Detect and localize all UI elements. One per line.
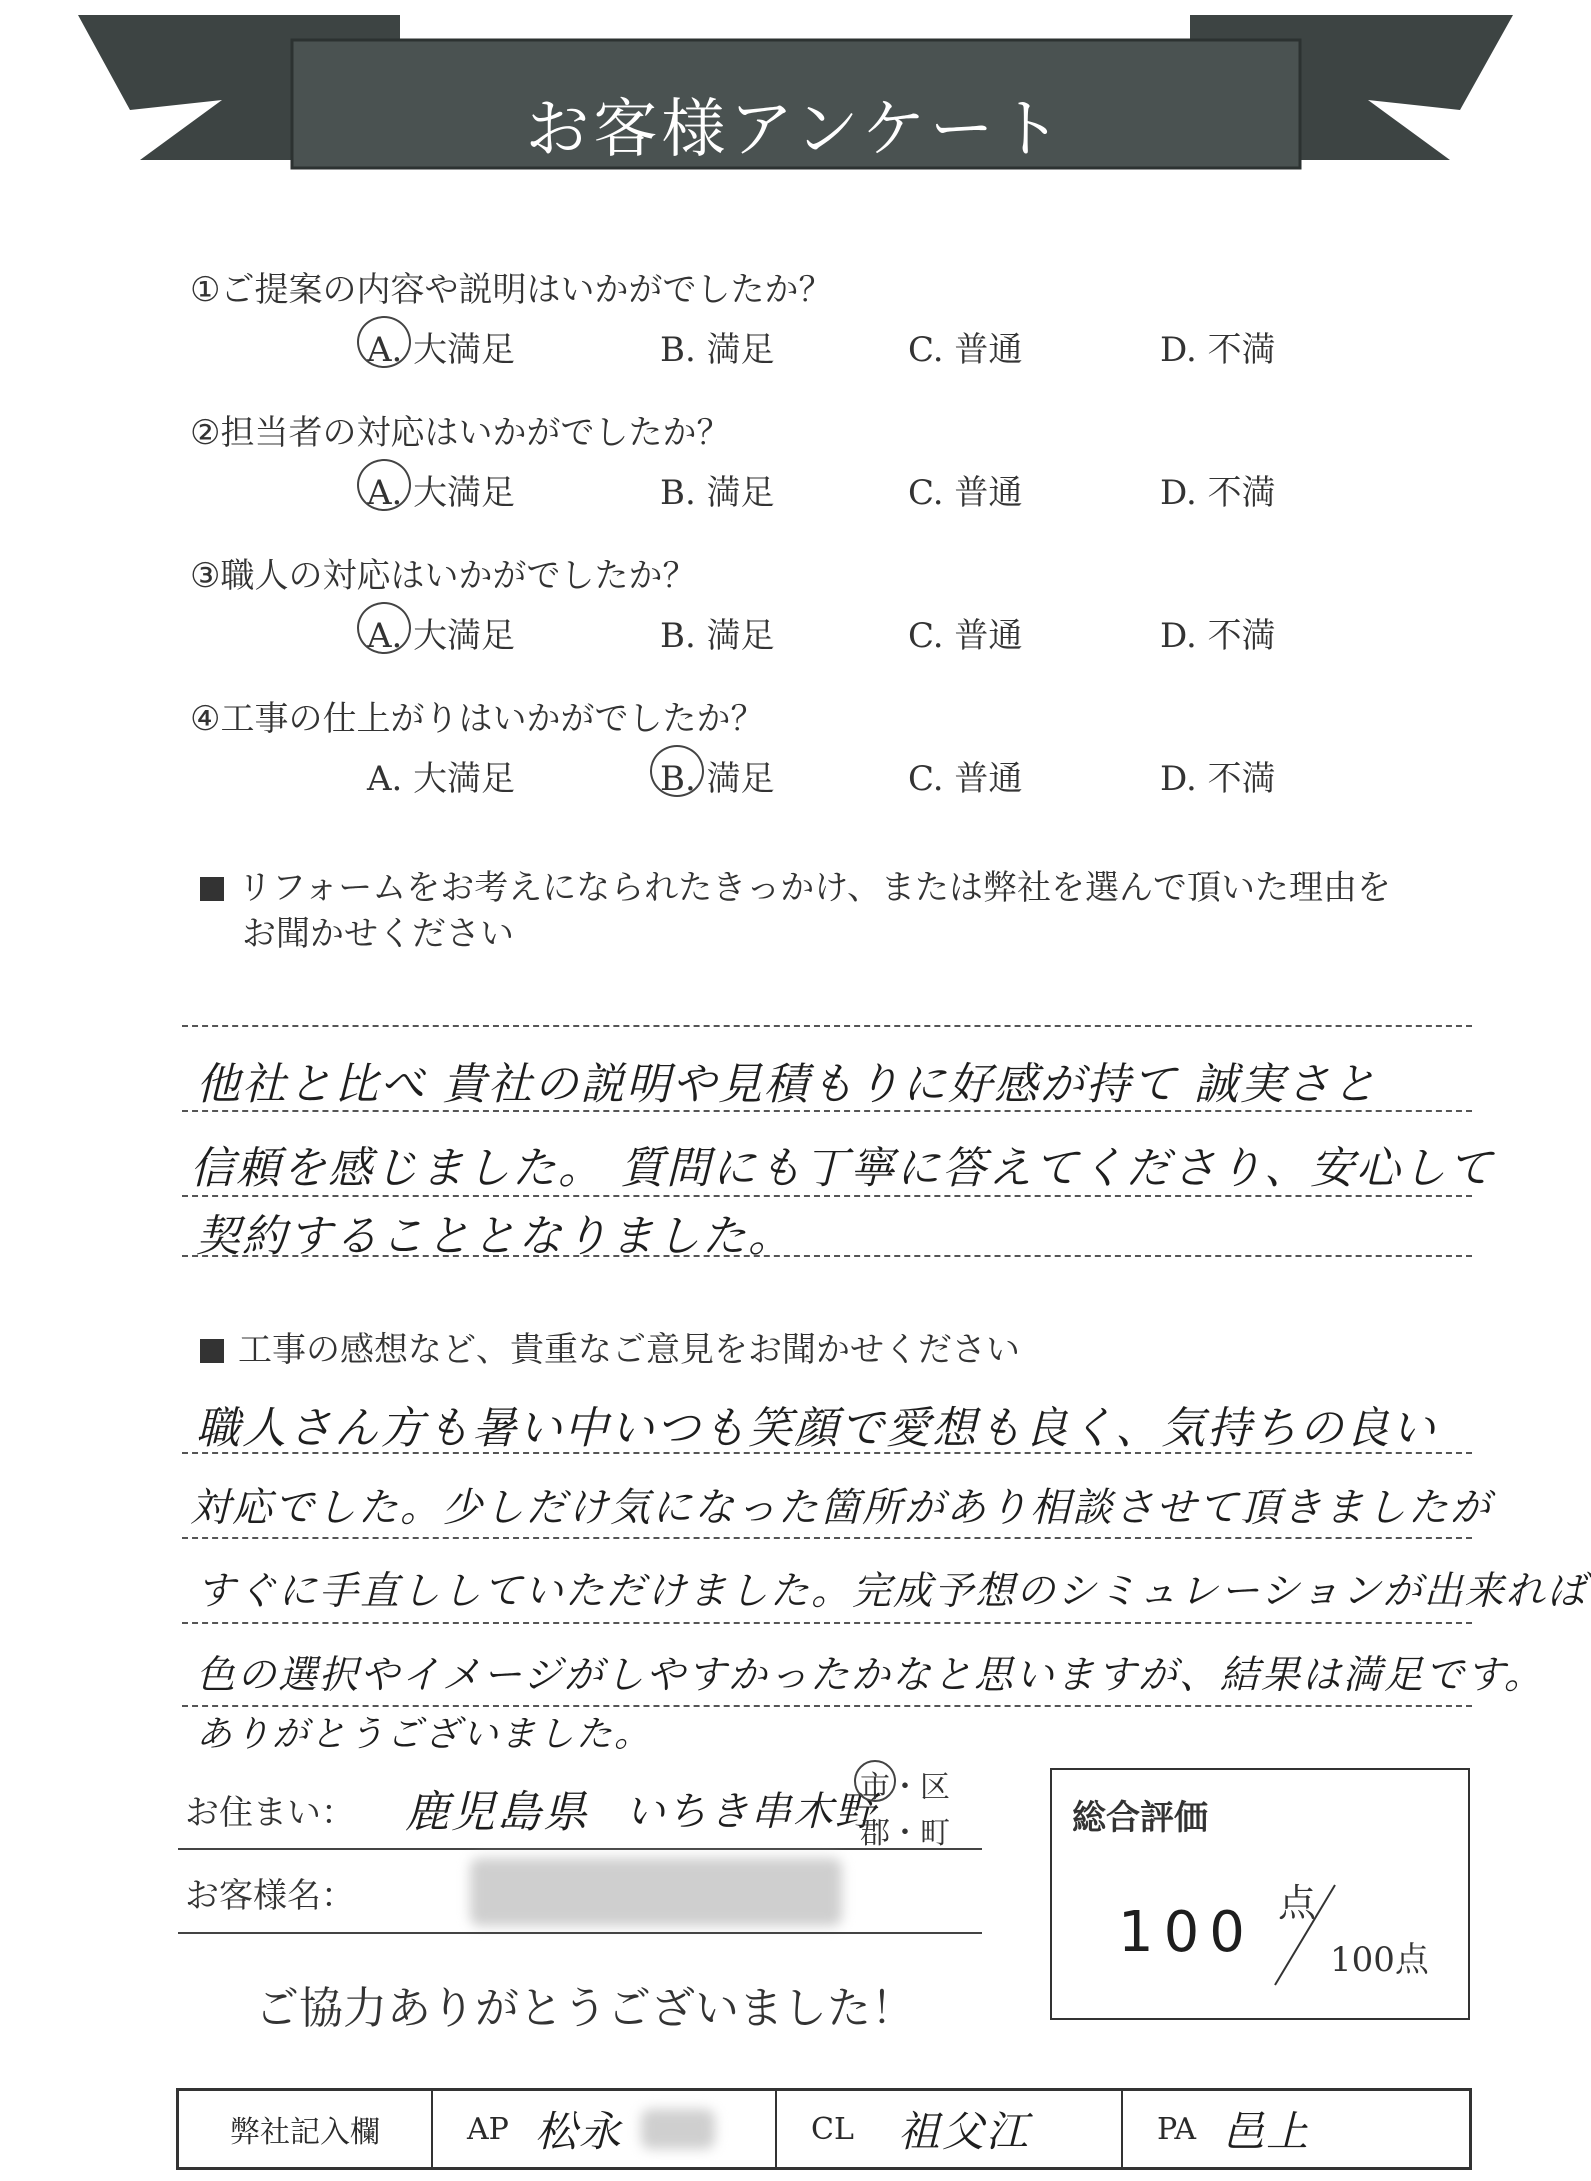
office-label: 弊社記入欄 <box>230 2115 380 2150</box>
answer-option[interactable]: A. 大満足 <box>367 616 516 656</box>
answer-option[interactable]: A. 大満足 <box>367 759 516 799</box>
customer-label: お客様名： <box>185 1876 355 1916</box>
page-title: お客様アンケート <box>525 93 1066 167</box>
question-label: ②担当者の対応はいかがでしたか？ <box>190 413 731 453</box>
office-cl-value: 祖父江 <box>897 2107 1030 2156</box>
selected-circle-icon <box>357 459 411 511</box>
impression-answer-line: すぐに手直ししていただけました。完成予想のシミュレーションが出来れば <box>196 1569 1588 1614</box>
impression-prompt-text: 工事の感想など、貴重なご意見をお聞かせください <box>238 1330 1020 1370</box>
reason-answer-line: 信頼を感じました。 質問にも丁寧に答えてくださり、安心して <box>190 1143 1494 1194</box>
office-table <box>176 2088 1472 2170</box>
answer-option[interactable]: B. 満足 <box>660 616 775 656</box>
answer-option[interactable]: B. 満足 <box>660 473 775 513</box>
question-label: ③職人の対応はいかがでしたか？ <box>190 556 697 596</box>
reason-prompt-line2: お聞かせください <box>242 914 514 954</box>
address-label: お住まい： <box>185 1793 355 1833</box>
impression-answer-line: 色の選択やイメージがしやすかったかなと思いますが、結果は満足です。 <box>196 1653 1545 1698</box>
answer-line <box>182 1622 1472 1624</box>
address-unit-top: 市・区 <box>860 1770 950 1805</box>
office-pa-label: PA <box>1157 2111 1197 2147</box>
office-cl-cell <box>777 2091 1123 2167</box>
rating-label: 総合評価 <box>1072 1798 1208 1838</box>
selected-circle-icon <box>650 745 704 797</box>
selected-circle-icon <box>357 602 411 654</box>
office-ap-label: AP <box>467 2111 509 2147</box>
redacted-ap-name <box>641 2109 715 2149</box>
square-bullet-icon <box>200 877 224 901</box>
answer-option[interactable]: B. 満足 <box>660 330 775 370</box>
address-prefecture: 鹿児島県 <box>405 1787 589 1838</box>
selected-unit-circle <box>854 1760 896 1802</box>
rating-unit: 点 <box>1278 1881 1317 1925</box>
reason-answer-line: 契約することとなりました。 <box>196 1211 794 1262</box>
office-label-cell <box>179 2091 433 2167</box>
answer-line <box>182 1537 1472 1539</box>
reason-prompt <box>200 860 1391 909</box>
rating-max: 100点 <box>1330 1940 1429 1980</box>
answer-option[interactable]: D. 不満 <box>1160 616 1276 656</box>
rating-value: 100 <box>1118 1900 1255 1965</box>
office-cl-label: CL <box>811 2111 854 2147</box>
thanks-message: ご協力ありがとうございました！ <box>255 1983 915 2034</box>
redacted-name <box>470 1858 842 1926</box>
reason-prompt-line1: リフォームをお考えになられたきっかけ、または弊社を選んで頂いた理由を <box>238 868 1391 908</box>
answer-option[interactable]: C. 普通 <box>908 330 1023 370</box>
answer-option[interactable]: C. 普通 <box>908 473 1023 513</box>
answer-option[interactable]: B. 満足 <box>660 759 775 799</box>
square-bullet-icon <box>200 1339 224 1363</box>
reason-answer-line: 他社と比べ 貴社の説明や見積もりに好感が持て 誠実さと <box>196 1059 1378 1110</box>
impression-answer-line: 職人さん方も暑い中いつも笑顔で愛想も良く、気持ちの良い <box>196 1403 1438 1454</box>
answer-option[interactable]: D. 不満 <box>1160 473 1276 513</box>
selected-circle-icon <box>357 316 411 368</box>
answer-option[interactable]: A. 大満足 <box>367 473 516 513</box>
impression-answer-line: 対応でした。少しだけ気になった箇所があり相談させて頂きましたが <box>190 1485 1492 1531</box>
question-label: ①ご提案の内容や説明はいかがでしたか？ <box>190 270 833 310</box>
answer-option[interactable]: D. 不満 <box>1160 759 1276 799</box>
impression-prompt <box>200 1322 1020 1371</box>
office-pa-cell <box>1123 2091 1469 2167</box>
answer-option[interactable]: C. 普通 <box>908 759 1023 799</box>
office-ap-value: 松永 <box>534 2107 623 2156</box>
answer-option[interactable]: D. 不満 <box>1160 330 1276 370</box>
office-ap-cell <box>433 2091 777 2167</box>
address-underline <box>178 1848 982 1850</box>
customer-underline <box>178 1932 982 1934</box>
question-label: ④工事の仕上がりはいかがでしたか？ <box>190 699 765 739</box>
answer-option[interactable]: C. 普通 <box>908 616 1023 656</box>
impression-answer-line: ありがとうございました。 <box>196 1714 653 1755</box>
address-unit-bottom: 郡・町 <box>860 1816 950 1851</box>
answer-option[interactable]: A. 大満足 <box>367 330 516 370</box>
office-pa-value: 邑上 <box>1222 2107 1311 2156</box>
address-city: いちき串木野 <box>625 1789 877 1835</box>
answer-line <box>182 1025 1472 1027</box>
